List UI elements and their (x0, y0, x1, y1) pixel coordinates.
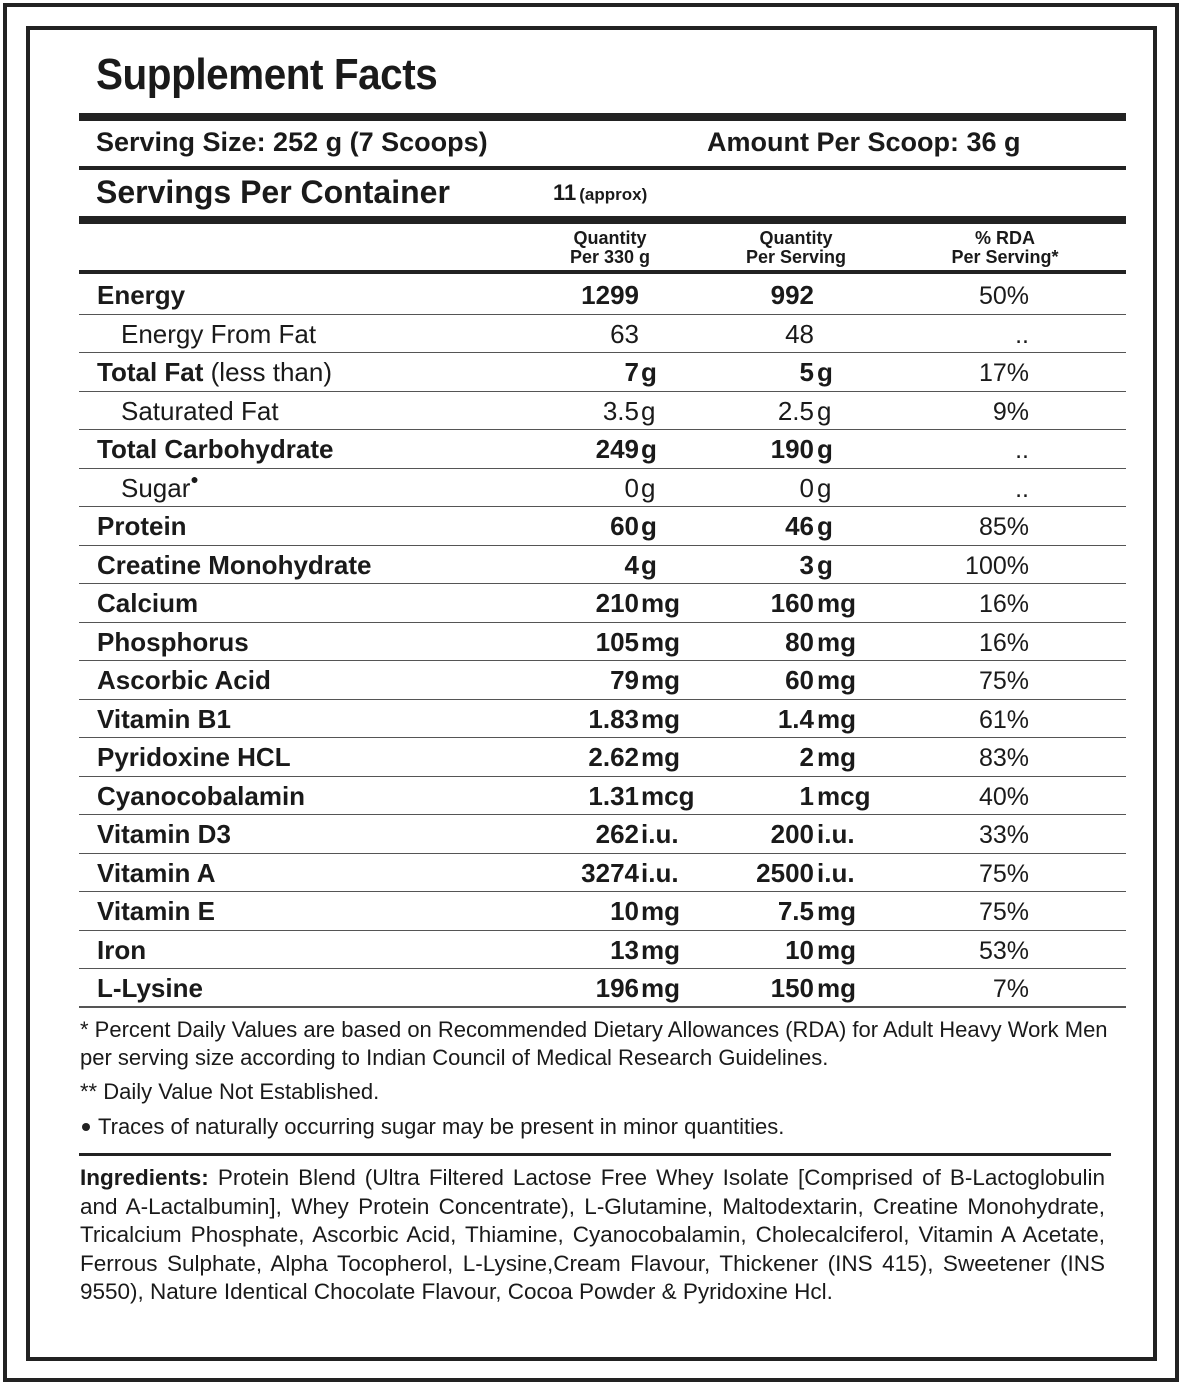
servings-per-container-value: 11 (approx) (553, 180, 648, 205)
unit-per-330g: mg (641, 742, 680, 772)
unit-per-serving: g (817, 549, 833, 580)
nutrient-row (79, 738, 1126, 776)
amount-per-scoop: Amount Per Scoop: 36 g (707, 127, 1021, 157)
unit-per-serving: mg (817, 626, 856, 657)
qty-per-serving: 46 (785, 511, 814, 541)
servings-rule (79, 216, 1126, 224)
unit-per-serving: mg (817, 896, 856, 926)
qty-per-serving: 992 (770, 280, 814, 310)
rda-percent: .. (1015, 474, 1029, 503)
nutrient-name: Cyanocobalamin (97, 780, 306, 811)
unit-per-330g: mg (641, 896, 680, 926)
qty-per-serving: 190 (770, 434, 814, 464)
unit-per-serving: mcg (817, 780, 871, 811)
sugar-footnote: Traces of naturally occurring sugar may be present in minor quantities. (80, 1113, 1115, 1141)
qty-per-serving: 1 (799, 780, 814, 811)
rda-percent: .. (1015, 436, 1029, 464)
qty-per-serving: 2.5 (777, 395, 814, 426)
nutrient-name: Vitamin B1 (97, 703, 231, 734)
ingredients (80, 1164, 1105, 1307)
column-header-per-330g: Quantity Per 330 g (569, 228, 651, 267)
qty-per-330g: 210 (595, 588, 639, 618)
nutrient-name: Ascorbic Acid (97, 665, 271, 695)
unit-per-serving: mg (817, 934, 856, 965)
bullet-icon (82, 1123, 90, 1131)
rda-percent: 85% (978, 513, 1029, 541)
qty-per-330g: 3.5 (602, 395, 639, 426)
unit-per-serving: g (817, 357, 833, 387)
rda-percent: 75% (978, 859, 1029, 888)
unit-per-serving: g (817, 395, 832, 426)
servings-approx: (approx) (579, 185, 648, 204)
qty-per-330g: 249 (595, 434, 639, 464)
header-rule (79, 270, 1126, 274)
dv-footnote: ** Daily Value Not Established. (80, 1079, 380, 1104)
rda-percent: 7% (992, 975, 1029, 1003)
nutrient-name: Pyridoxine HCL (97, 742, 291, 772)
qty-per-serving: 10 (785, 934, 814, 965)
nutrient-row (79, 661, 1126, 699)
unit-per-330g: g (641, 434, 657, 464)
qty-per-330g: 1.31 (588, 780, 639, 811)
qty-per-serving: 5 (799, 357, 814, 387)
nutrient-name: Energy From Fat (121, 318, 317, 349)
unit-per-330g: mg (641, 665, 680, 695)
qty-per-330g: 7 (624, 357, 639, 387)
qty-per-serving: 7.5 (777, 896, 814, 926)
nutrient-row (79, 353, 1126, 391)
unit-per-serving: i.u. (817, 819, 855, 849)
qty-per-serving: 3 (799, 549, 814, 580)
nutrient-name: Creatine Monohydrate (97, 549, 372, 580)
unit-per-serving: mg (817, 665, 856, 695)
qty-per-330g: 1299 (581, 280, 639, 310)
unit-per-serving: mg (817, 588, 856, 618)
nutrient-name: Phosphorus (97, 626, 249, 657)
ingredients-rule (79, 1153, 1111, 1156)
nutrient-name: Iron (97, 934, 147, 965)
rda-percent: 75% (978, 667, 1029, 695)
qty-per-330g: 0 (624, 472, 639, 503)
nutrient-row (79, 469, 1126, 507)
rda-footnote: * Percent Daily Values are based on Recommended Dietary Allowances (RDA) for Adult Heavy Work Men per serving size according to Indian Council of Medical Research Guidelines. (80, 1017, 1108, 1070)
qty-per-330g: 79 (610, 665, 639, 695)
panel-title: Supplement Facts (96, 50, 438, 99)
ingredients-label: Ingredients: (80, 1165, 209, 1190)
nutrient-row (79, 777, 1126, 815)
nutrient-row (79, 392, 1126, 430)
rda-percent: 9% (992, 397, 1029, 426)
qty-per-serving: 160 (770, 588, 814, 618)
nutrient-name: Total Fat (less than) (97, 357, 333, 387)
serving-size: Serving Size: 252 g (7 Scoops) (96, 127, 488, 157)
nutrient-row (79, 931, 1126, 969)
rda-percent: 16% (978, 628, 1029, 657)
qty-per-serving: 2500 (756, 857, 814, 888)
title-rule (79, 113, 1126, 121)
unit-per-serving: g (817, 472, 832, 503)
qty-per-serving: 80 (785, 626, 814, 657)
nutrient-name: Sugar● (121, 470, 199, 503)
qty-per-330g: 63 (610, 318, 639, 349)
servings-per-container-label: Servings Per Container (96, 174, 450, 210)
table-bottom-rule (79, 1006, 1126, 1008)
unit-per-330g: i.u. (641, 819, 679, 849)
qty-per-330g: 262 (595, 819, 639, 849)
unit-per-330g: mg (641, 934, 680, 965)
unit-per-serving: mg (817, 973, 856, 1003)
unit-per-330g: g (641, 549, 657, 580)
qty-per-330g: 105 (595, 626, 639, 657)
nutrient-row (79, 854, 1126, 892)
nutrient-row (79, 430, 1126, 468)
qty-per-serving: 0 (799, 472, 814, 503)
nutrient-row (79, 584, 1126, 622)
nutrient-name: L-Lysine (97, 973, 203, 1003)
unit-per-330g: mg (641, 703, 680, 734)
nutrient-row (79, 315, 1126, 353)
unit-per-330g: i.u. (641, 857, 679, 888)
nutrient-name: Saturated Fat (121, 395, 279, 426)
ingredients-text: Protein Blend (Ultra Filtered Lactose Free Whey Isolate [Comprised of B-Lactoglobulin and A-Lactalbumin], Whey Protein Concentrate), L-Glutamine, Maltodextarin, Creatine Monohydrate, Tricalcium Phosphate, Ascorbic Acid, Thiamine, Cyanocobalamin, Cholecalciferol, Vitamin A Acetate, Ferrous Sulphate, Alpha Tocopherol, L-Lysine,Cream Flavour, Thickener (INS 415), Sweetener (INS 9550), Nature Identical Chocolate Flavour, Cocoa Powder & Pyridoxine Hcl. (80, 1165, 1105, 1304)
nutrient-row (79, 276, 1126, 314)
rda-percent: 50% (978, 282, 1029, 310)
unit-per-serving: g (817, 434, 833, 464)
nutrient-name: Protein (97, 511, 187, 541)
qty-per-330g: 4 (624, 549, 639, 580)
qty-per-330g: 10 (610, 896, 639, 926)
rda-percent: 17% (978, 359, 1029, 387)
unit-per-330g: g (641, 395, 656, 426)
rda-percent: 75% (978, 898, 1029, 926)
rda-percent: 83% (978, 744, 1029, 772)
qty-per-330g: 1.83 (588, 703, 639, 734)
nutrient-row (79, 815, 1126, 853)
rda-percent: 53% (978, 936, 1029, 965)
unit-per-330g: g (641, 511, 657, 541)
nutrient-row (79, 700, 1126, 738)
nutrient-row (79, 623, 1126, 661)
nutrient-row (79, 546, 1126, 584)
nutrient-row (79, 892, 1126, 930)
rda-percent: 40% (978, 782, 1029, 811)
unit-per-serving: i.u. (817, 857, 855, 888)
unit-per-330g: g (641, 357, 657, 387)
nutrient-row (79, 969, 1126, 1007)
column-header-rda: % RDA Per Serving* (951, 228, 1059, 267)
qty-per-330g: 3274 (581, 857, 639, 888)
unit-per-330g: mg (641, 973, 680, 1003)
qty-per-330g: 13 (610, 934, 639, 965)
rda-percent: 16% (978, 590, 1029, 618)
nutrient-name: Energy (97, 280, 186, 310)
unit-per-serving: g (817, 511, 833, 541)
nutrient-name: Total Carbohydrate (97, 434, 334, 464)
unit-per-330g: mcg (641, 780, 695, 811)
unit-per-serving: mg (817, 703, 856, 734)
nutrient-name: Vitamin A (97, 857, 216, 888)
qty-per-330g: 60 (610, 511, 639, 541)
nutrient-row (79, 507, 1126, 545)
rda-percent: .. (1015, 320, 1029, 349)
rda-percent: 61% (978, 705, 1029, 734)
column-header-per-serving: Quantity Per Serving (745, 228, 847, 267)
rda-percent: 100% (965, 551, 1029, 580)
qty-per-serving: 1.4 (777, 703, 814, 734)
unit-per-330g: mg (641, 588, 680, 618)
qty-per-serving: 200 (770, 819, 814, 849)
qty-per-serving: 48 (785, 318, 814, 349)
qty-per-330g: 2.62 (588, 742, 639, 772)
nutrient-name: Vitamin D3 (97, 819, 231, 849)
nutrient-name: Calcium (97, 588, 199, 618)
unit-per-330g: mg (641, 626, 680, 657)
qty-per-330g: 196 (595, 973, 639, 1003)
qty-per-serving: 60 (785, 665, 814, 695)
unit-per-330g: g (641, 472, 656, 503)
qty-per-serving: 2 (799, 742, 814, 772)
qty-per-serving: 150 (770, 973, 814, 1003)
serving-rule (79, 166, 1126, 170)
unit-per-serving: mg (817, 742, 856, 772)
sugar-dot-icon: ● (190, 470, 199, 487)
rda-percent: 33% (978, 821, 1029, 849)
nutrient-name: Vitamin E (97, 896, 216, 926)
